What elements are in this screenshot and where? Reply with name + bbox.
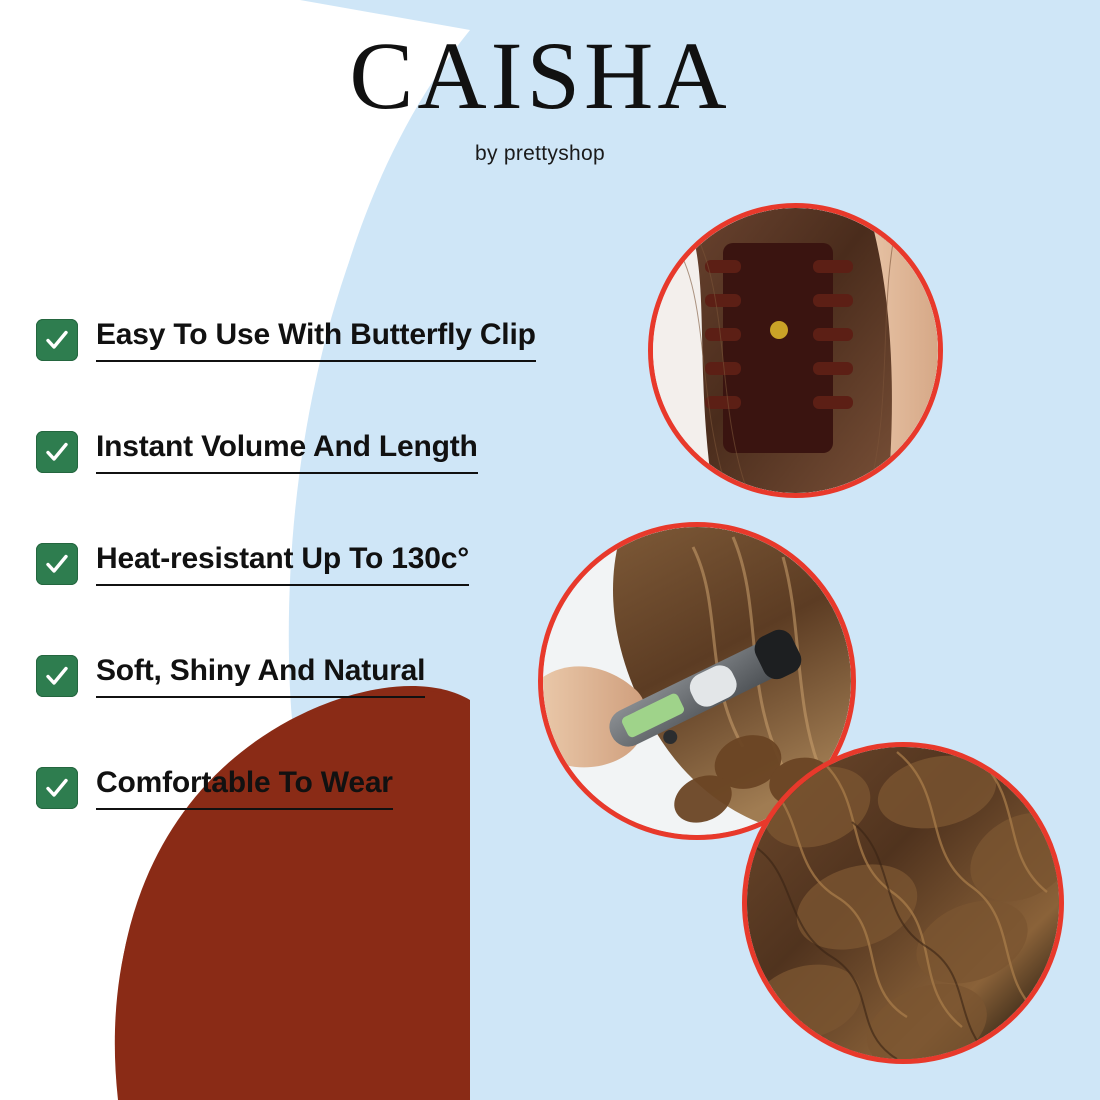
hair-texture-photo-image xyxy=(747,747,1059,1059)
check-icon xyxy=(36,319,78,361)
check-icon xyxy=(36,543,78,585)
feature-item xyxy=(36,542,636,586)
feature-label-wrap xyxy=(96,430,478,474)
feature-label-wrap xyxy=(96,766,393,810)
butterfly-clip-photo xyxy=(648,203,943,498)
feature-label: Comfortable To Wear xyxy=(96,766,393,799)
feature-underline xyxy=(96,584,469,586)
brand-logo xyxy=(330,22,750,166)
feature-item xyxy=(36,430,636,474)
feature-list xyxy=(36,318,636,878)
feature-label: Heat-resistant Up To 130c° xyxy=(96,542,470,575)
feature-item xyxy=(36,766,636,810)
feature-label: Instant Volume And Length xyxy=(96,430,478,463)
feature-underline xyxy=(96,472,478,474)
logo-wordmark: CAISHA xyxy=(349,22,731,129)
feature-item xyxy=(36,318,636,362)
check-icon xyxy=(36,431,78,473)
feature-underline xyxy=(96,808,393,810)
feature-label: Soft, Shiny And Natural xyxy=(96,654,426,687)
butterfly-clip-photo-image xyxy=(653,208,938,493)
feature-underline xyxy=(96,360,536,362)
check-icon xyxy=(36,655,78,697)
feature-label: Easy To Use With Butterfly Clip xyxy=(96,318,536,351)
check-icon xyxy=(36,767,78,809)
feature-underline xyxy=(96,696,425,698)
hair-texture-photo xyxy=(742,742,1064,1064)
logo-tagline: by prettyshop xyxy=(475,142,605,165)
feature-label-wrap xyxy=(96,542,469,586)
feature-label-wrap xyxy=(96,318,536,362)
feature-label-wrap xyxy=(96,654,425,698)
